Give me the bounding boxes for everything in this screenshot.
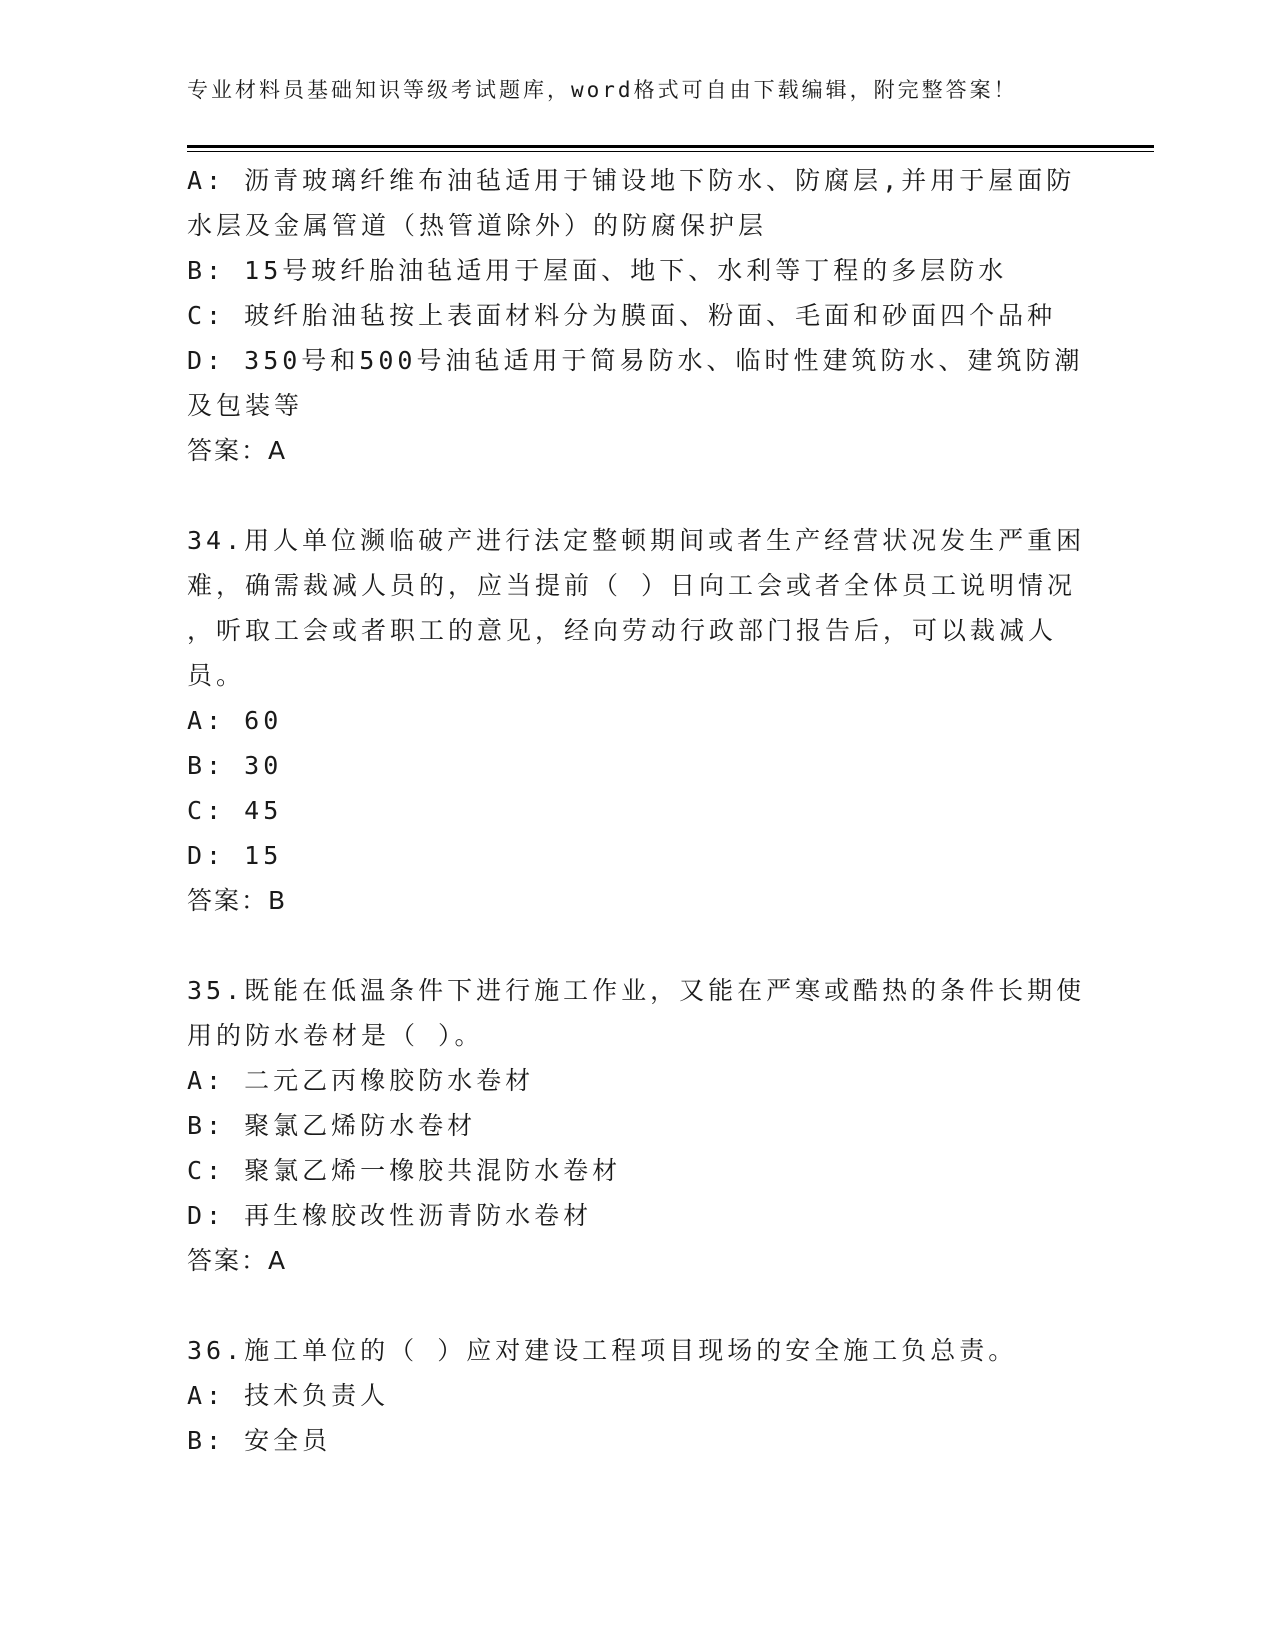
spacer bbox=[187, 473, 1087, 518]
option-line: A: 技术负责人 bbox=[187, 1381, 390, 1410]
option-line: 及包装等 bbox=[187, 391, 304, 420]
option-line: B: 15号玻纤胎油毡适用于屋面、地下、水利等丁程的多层防水 bbox=[187, 256, 1008, 285]
option-line: A: 二元乙丙橡胶防水卷材 bbox=[187, 1066, 535, 1095]
option-line: 水层及金属管道（热管道除外）的防腐保护层 bbox=[187, 211, 768, 240]
answer-line: 答案：B bbox=[187, 886, 288, 915]
option-line: B: 聚氯乙烯防水卷材 bbox=[187, 1111, 477, 1140]
question-stem-line: 用的防水卷材是（ ）。 bbox=[187, 1021, 484, 1050]
question-block bbox=[187, 968, 1087, 1283]
answer-line: 答案：A bbox=[187, 1246, 288, 1275]
option-line: D: 350号和500号油毡适用于简易防水、临时性建筑防水、建筑防潮 bbox=[187, 346, 1084, 375]
question-stem-line: 36.施工单位的（ ）应对建设工程项目现场的安全施工负总责。 bbox=[187, 1336, 1018, 1365]
option-line: A: 沥青玻璃纤维布油毡适用于铺设地下防水、防腐层,并用于屋面防 bbox=[187, 166, 1076, 195]
question-stem-line: 难，确需裁减人员的，应当提前（ ）日向工会或者全体员工说明情况 bbox=[187, 571, 1077, 600]
header-rule-thin bbox=[187, 151, 1154, 152]
option-line: B: 安全员 bbox=[187, 1426, 332, 1455]
option-line: C: 45 bbox=[187, 796, 283, 825]
option-line: D: 15 bbox=[187, 841, 283, 870]
question-block bbox=[187, 158, 1087, 473]
answer-line: 答案：A bbox=[187, 436, 288, 465]
spacer bbox=[187, 1283, 1087, 1328]
option-line: B: 30 bbox=[187, 751, 283, 780]
question-stem-line: ，听取工会或者职工的意见，经向劳动行政部门报告后，可以裁减人 bbox=[187, 616, 1058, 645]
option-line: C: 玻纤胎油毡按上表面材料分为膜面、粉面、毛面和砂面四个品种 bbox=[187, 301, 1057, 330]
question-stem-line: 员。 bbox=[187, 661, 246, 690]
question-stem-line: 34.用人单位濒临破产进行法定整顿期间或者生产经营状况发生严重困 bbox=[187, 526, 1086, 555]
option-line: D: 再生橡胶改性沥青防水卷材 bbox=[187, 1201, 593, 1230]
question-list bbox=[187, 158, 1087, 1463]
option-line: A: 60 bbox=[187, 706, 283, 735]
question-block bbox=[187, 518, 1087, 923]
header-rule-thick bbox=[187, 145, 1154, 148]
question-stem-line: 35.既能在低温条件下进行施工作业，又能在严寒或酷热的条件长期使 bbox=[187, 976, 1086, 1005]
question-block bbox=[187, 1328, 1087, 1463]
option-line: C: 聚氯乙烯一橡胶共混防水卷材 bbox=[187, 1156, 622, 1185]
spacer bbox=[187, 923, 1087, 968]
page-header: 专业材料员基础知识等级考试题库，word格式可自由下载编辑，附完整答案！ bbox=[187, 78, 1018, 102]
